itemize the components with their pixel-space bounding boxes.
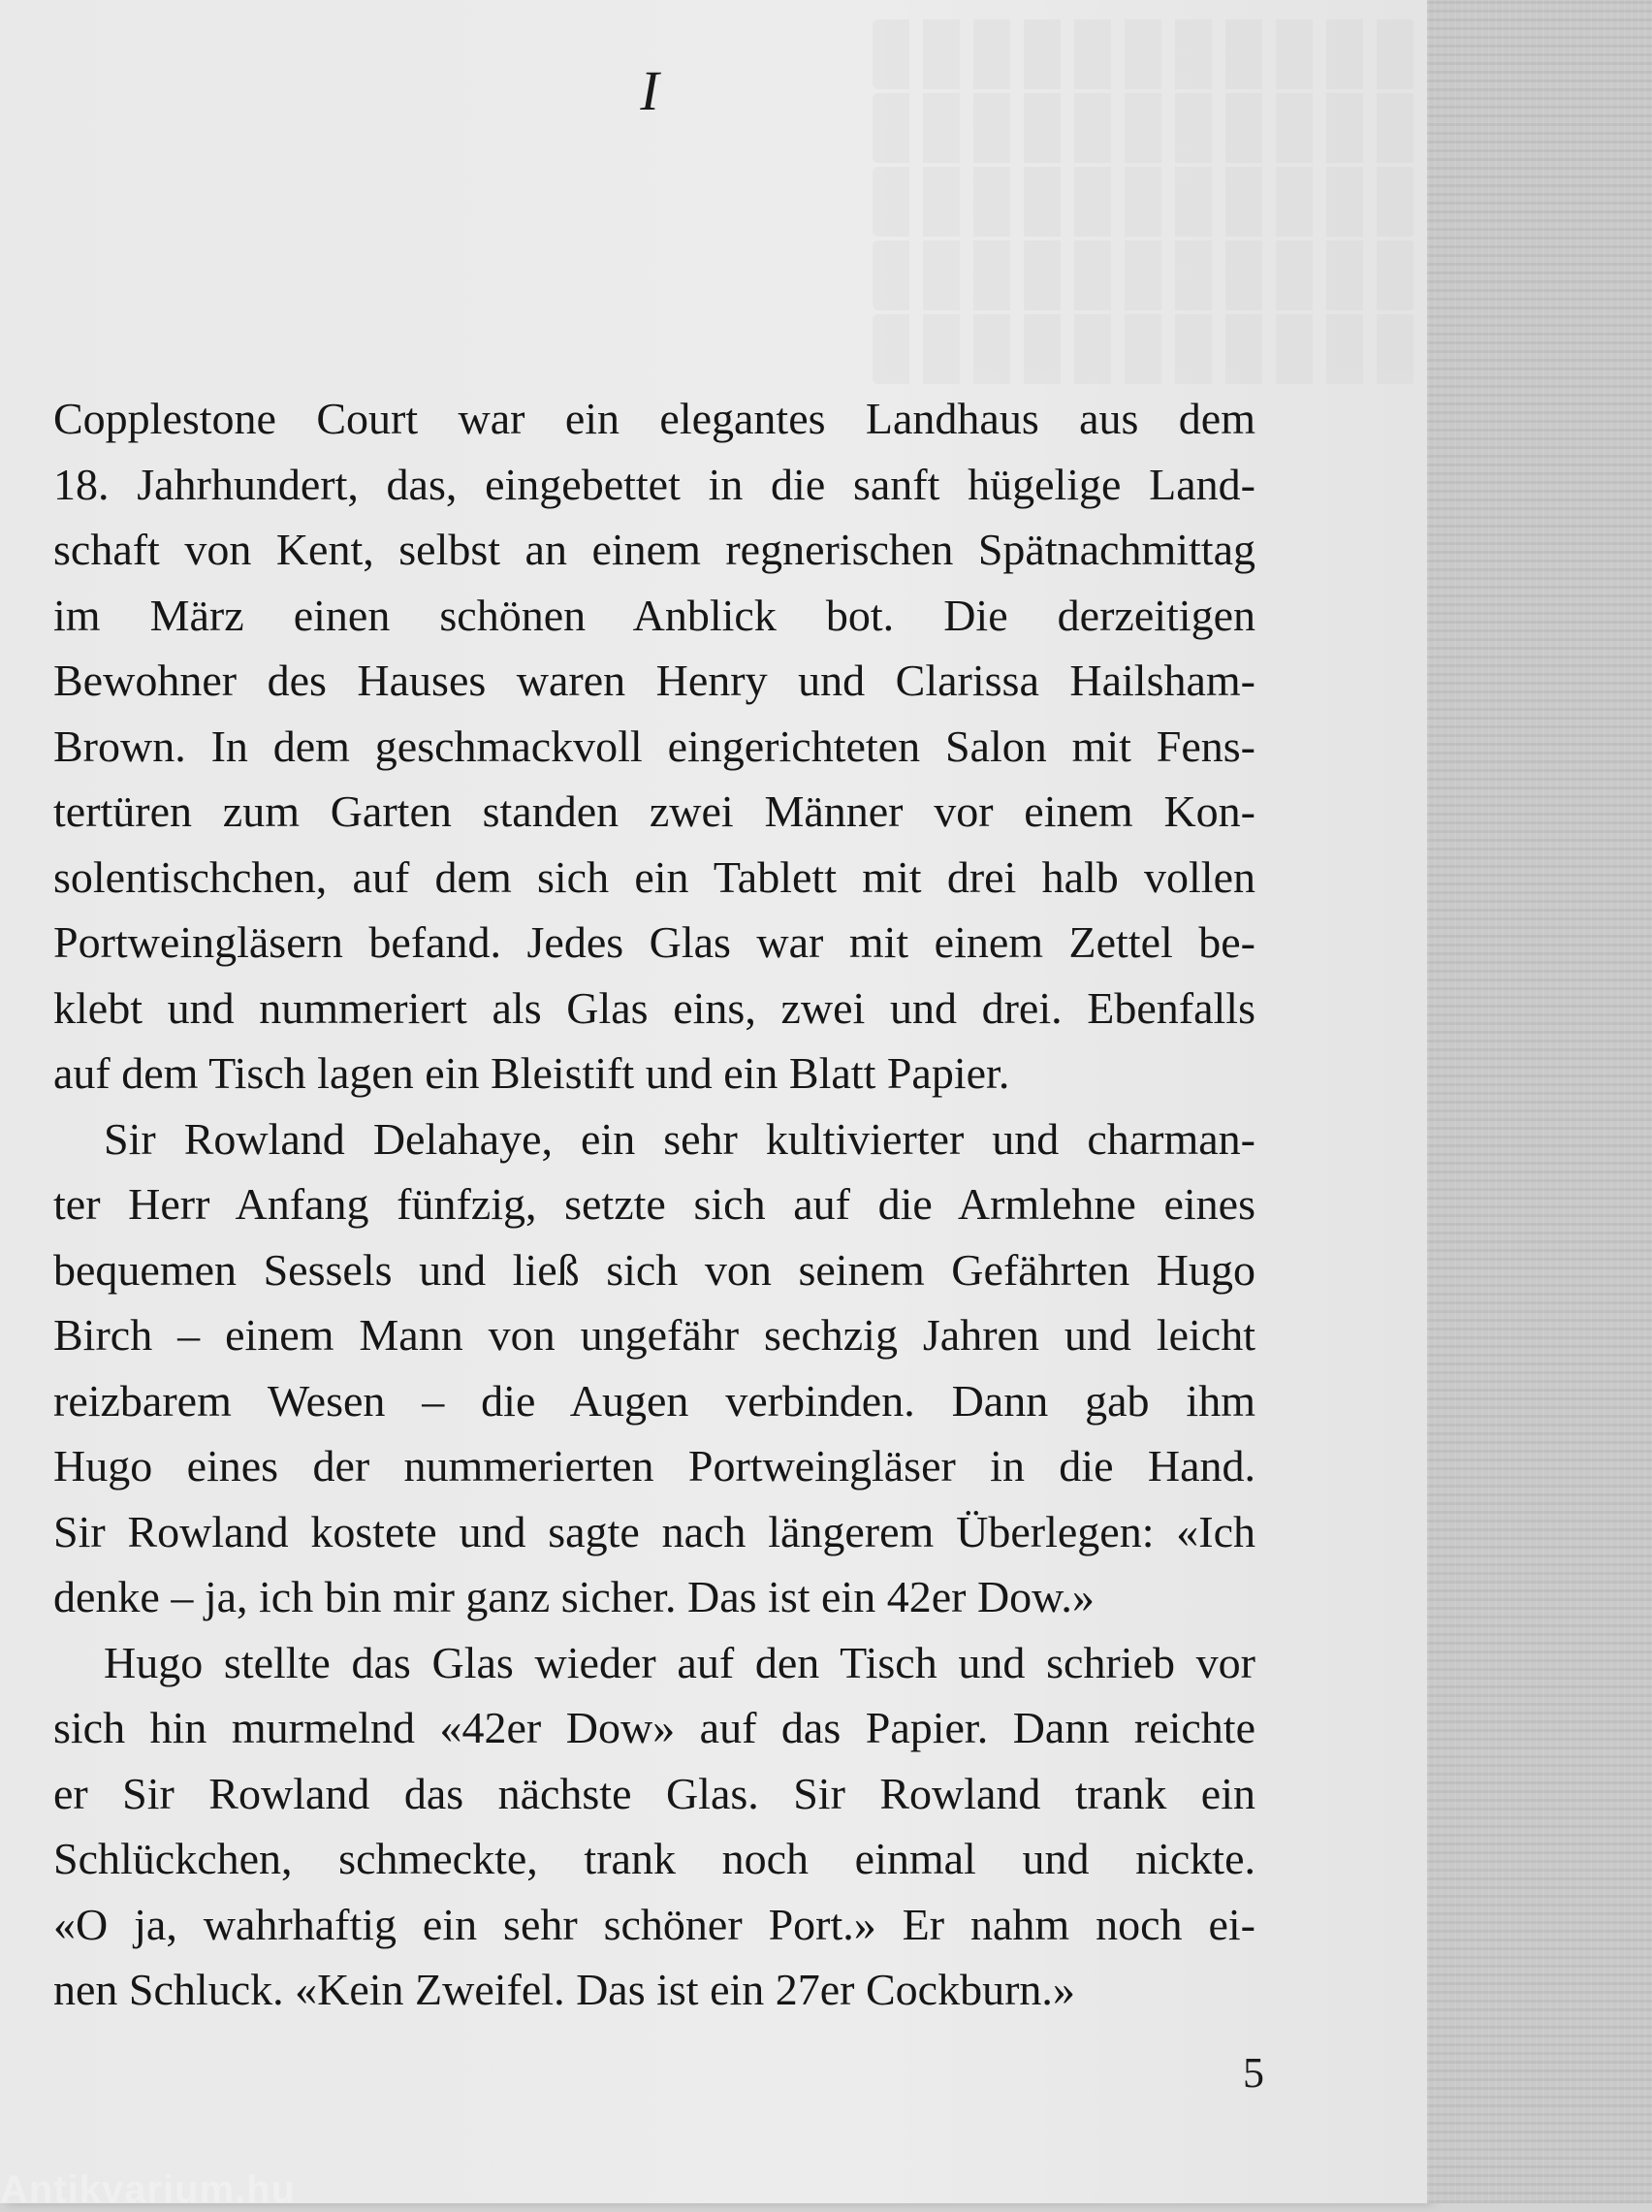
- text-line: Copplestone Court war ein elegantes Landhaus aus dem: [53, 394, 1255, 443]
- paragraph: [53, 1630, 1255, 2023]
- text-line: solentischchen, auf dem sich ein Tablett mit drei halb vollen: [53, 851, 1255, 902]
- text-line: Sir Rowland Delahaye, ein sehr kultivierter und charman-: [104, 1113, 1255, 1164]
- text-line: Birch – einem Mann von ungefähr sechzig Jahren und leicht: [53, 1310, 1255, 1360]
- text-line: Schlückchen, schmeckte, trank noch einmal und nickte.: [53, 1834, 1255, 1883]
- paragraph: [53, 1106, 1255, 1630]
- text-line: im März einen schönen Anblick bot. Die derzeitigen: [53, 590, 1255, 640]
- text-line: Hugo stellte das Glas wieder auf den Tisch und schrieb vor: [104, 1637, 1255, 1687]
- text-line: nen Schluck. «Kein Zweifel. Das ist ein 27er Cockburn.»: [53, 1965, 1075, 2014]
- text-line: «O ja, wahrhaftig ein sehr schöner Port.» Er nahm noch ei-: [53, 1899, 1255, 1949]
- text-line: Sir Rowland kostete und sagte nach längerem Überlegen: «Ich: [53, 1506, 1255, 1556]
- text-line: sich hin murmelnd «42er Dow» auf das Papier. Dann reichte: [53, 1703, 1255, 1752]
- text-line: klebt und nummeriert als Glas eins, zwei und drei. Ebenfalls: [53, 982, 1255, 1033]
- text-line: 18. Jahrhundert, das, eingebettet in die sanft hügelige Land-: [53, 459, 1255, 509]
- text-line: Portweingläsern befand. Jedes Glas war mit einem Zettel be-: [53, 917, 1255, 967]
- text-line: ter Herr Anfang fünfzig, setzte sich auf die Armlehne eines: [53, 1179, 1255, 1229]
- text-line: er Sir Rowland das nächste Glas. Sir Rowland trank ein: [53, 1768, 1255, 1818]
- text-line: reizbarem Wesen – die Augen verbinden. Dann gab ihm: [53, 1375, 1255, 1426]
- adjacent-page-background: [1427, 0, 1652, 2203]
- paragraph: [53, 386, 1255, 1106]
- text-line: Hugo eines der nummerierten Portweingläser in die Hand.: [53, 1441, 1255, 1491]
- text-line: Brown. In dem geschmackvoll eingerichteten Salon mit Fens-: [53, 721, 1255, 771]
- text-line: denke – ja, ich bin mir ganz sicher. Das ist ein 42er Dow.»: [53, 1572, 1095, 1621]
- text-line: schaft von Kent, selbst an einem regnerischen Spätnachmittag: [53, 525, 1255, 574]
- text-line: auf dem Tisch lagen ein Bleistift und ein Blatt Papier.: [53, 1048, 1010, 1098]
- text-line: tertüren zum Garten standen zwei Männer vor einem Kon-: [53, 786, 1255, 836]
- show-through-text: [873, 19, 1415, 388]
- text-line: bequemen Sessels und ließ sich von seinem Gefährten Hugo: [53, 1244, 1255, 1295]
- page-number: 5: [1243, 2049, 1264, 2097]
- text-line: Bewohner des Hauses waren Henry und Clarissa Hailsham-: [53, 656, 1255, 705]
- watermark: Antikvarium.hu: [0, 2168, 297, 2211]
- body-text: [53, 386, 1255, 2023]
- chapter-number: I: [640, 59, 659, 122]
